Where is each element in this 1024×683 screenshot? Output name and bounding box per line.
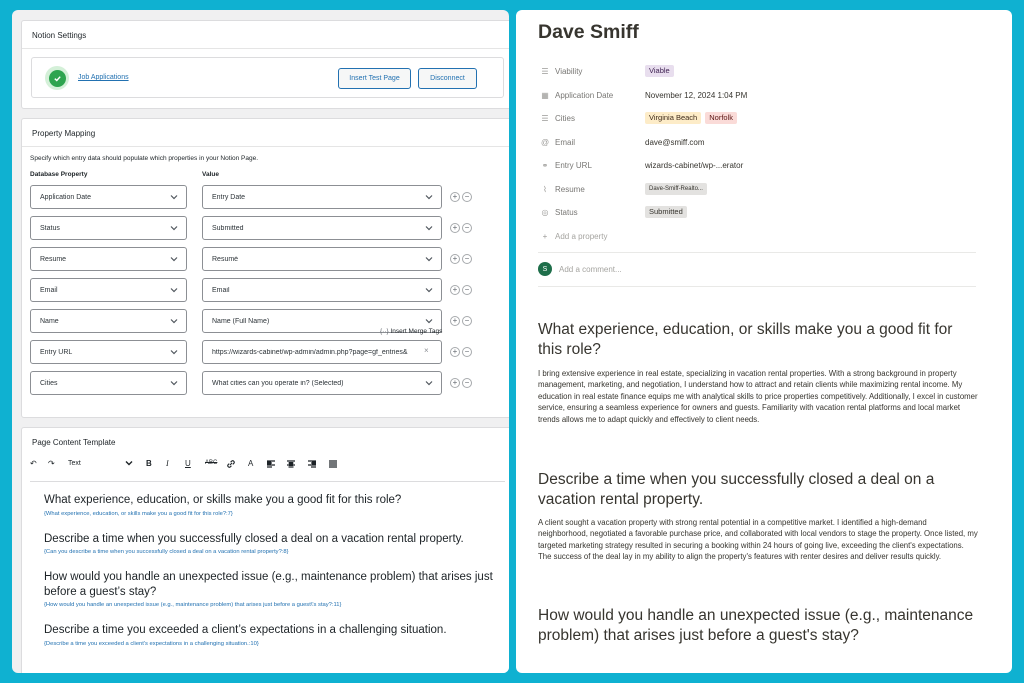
- divider: [538, 286, 976, 287]
- select-value: Application Date: [40, 193, 91, 201]
- select-value: Submitted: [212, 224, 244, 232]
- template-editor[interactable]: [30, 481, 505, 656]
- align-left-icon[interactable]: [266, 459, 276, 471]
- wp-admin-panel: [12, 10, 509, 673]
- add-row-icon[interactable]: +: [450, 285, 460, 295]
- add-row-icon[interactable]: +: [450, 223, 460, 233]
- section-heading: What experience, education, or skills make you a good fit for this role?: [538, 321, 953, 358]
- job-applications-link[interactable]: Job Applications: [78, 74, 129, 81]
- property-mapping-description: Specify which entry data should populate which properties in your Notion Page.: [30, 155, 258, 162]
- notion-page-panel: [516, 10, 1012, 673]
- property-viability[interactable]: [540, 63, 582, 79]
- city-chip: Virginia Beach: [645, 112, 701, 124]
- viability-value[interactable]: [645, 64, 674, 78]
- underline-icon[interactable]: U: [185, 459, 191, 468]
- clear-icon[interactable]: ×: [424, 346, 429, 355]
- row-controls: [450, 192, 472, 202]
- page-title: Dave Smiff: [538, 21, 639, 43]
- remove-row-icon[interactable]: −: [462, 378, 472, 388]
- file-chip: Dave-Smiff-Realto...: [645, 183, 707, 195]
- viable-chip: Viable: [645, 65, 674, 77]
- format-select[interactable]: Text: [68, 460, 81, 467]
- template-question: How would you handle an unexpected issue (e.g., maintenance problem) that arises just before a guest’s stay?: [44, 571, 493, 598]
- row-controls: [450, 223, 472, 233]
- avatar: S: [538, 262, 552, 276]
- select-value: Status: [40, 224, 60, 232]
- comment-input[interactable]: Add a comment...: [559, 265, 622, 274]
- merge-tag: {What experience, education, or skills make you a good fit for this role?:7}: [44, 511, 233, 517]
- chevron-down-icon: [169, 254, 179, 264]
- remove-row-icon[interactable]: −: [462, 223, 472, 233]
- value-select[interactable]: [202, 247, 442, 271]
- database-property-select[interactable]: [30, 278, 187, 302]
- select-value: Resumé: [212, 255, 239, 263]
- select-value: Resume: [40, 255, 67, 263]
- divider: [538, 252, 976, 253]
- status-value[interactable]: [645, 205, 687, 219]
- add-property-label: Add a property: [555, 231, 608, 241]
- chevron-down-icon: [169, 223, 179, 233]
- row-controls: [450, 254, 472, 264]
- row-controls: [450, 285, 472, 295]
- value-input[interactable]: [202, 340, 442, 364]
- property-cities[interactable]: [540, 110, 575, 126]
- select-value: Email: [40, 286, 58, 294]
- list-icon: ☰: [541, 113, 549, 123]
- merge-tag: {How would you handle an unexpected issue (e.g., maintenance problem) that arises just before a guest\'s stay?:11}: [44, 602, 342, 608]
- template-question: Describe a time when you successfully closed a deal on a vacation rental property.: [44, 533, 464, 545]
- property-label: Cities: [555, 113, 576, 123]
- at-icon: @: [540, 137, 550, 147]
- merge-tag: {Can you describe a time when you successfully closed a deal on a vacation rental property?:8}: [44, 549, 289, 555]
- link-icon[interactable]: [226, 459, 236, 471]
- select-value: Name: [40, 317, 59, 325]
- property-mapping-title: Property Mapping: [22, 119, 509, 147]
- insert-test-page-button[interactable]: Insert Test Page: [338, 68, 411, 89]
- property-label: Entry URL: [555, 160, 592, 170]
- bold-icon[interactable]: B: [146, 459, 152, 468]
- database-property-select[interactable]: [30, 340, 187, 364]
- remove-row-icon[interactable]: −: [462, 347, 472, 357]
- property-label: Viability: [555, 66, 583, 76]
- property-application-date[interactable]: [540, 87, 613, 103]
- strikethrough-icon[interactable]: ABC: [205, 460, 218, 466]
- chevron-down-icon: [424, 378, 434, 388]
- chevron-down-icon: [169, 316, 179, 326]
- notion-connection-box: [31, 57, 504, 98]
- chevron-down-icon: [169, 192, 179, 202]
- entry-url-value[interactable]: wizards-cabinet/wp-...erator: [645, 160, 744, 170]
- template-question: Describe a time you exceeded a client’s expectations in a challenging situation.: [44, 624, 447, 636]
- merge-tags-icon: {··}: [380, 328, 389, 335]
- plus-icon: +: [542, 231, 548, 241]
- text-color-icon[interactable]: A: [248, 459, 254, 468]
- editor-toolbar: [22, 455, 509, 475]
- remove-row-icon[interactable]: −: [462, 316, 472, 326]
- remove-row-icon[interactable]: −: [462, 254, 472, 264]
- template-question: What experience, education, or skills make you a good fit for this role?: [44, 494, 402, 506]
- add-property-button[interactable]: [540, 228, 607, 244]
- add-row-icon[interactable]: +: [450, 316, 460, 326]
- chevron-down-icon: [424, 285, 434, 295]
- status-chip: Submitted: [645, 206, 687, 218]
- property-label: Resume: [555, 184, 585, 194]
- select-value: Entry Date: [212, 193, 246, 201]
- insert-merge-tags-button[interactable]: [380, 328, 442, 335]
- property-entry-url[interactable]: [540, 157, 592, 173]
- notion-settings-title: Notion Settings: [22, 21, 509, 49]
- resume-value[interactable]: [645, 182, 707, 196]
- calendar-icon: ▦: [541, 90, 549, 100]
- add-row-icon[interactable]: +: [450, 254, 460, 264]
- value-select[interactable]: [202, 371, 442, 395]
- chevron-down-icon: [424, 254, 434, 264]
- add-row-icon[interactable]: +: [450, 378, 460, 388]
- chevron-down-icon: [424, 223, 434, 233]
- align-right-icon[interactable]: [307, 459, 317, 471]
- select-value: Cities: [40, 379, 58, 387]
- property-mapping-card: [21, 118, 509, 418]
- value-select[interactable]: [202, 278, 442, 302]
- property-status[interactable]: [540, 204, 578, 220]
- paperclip-icon: ⌇: [543, 184, 547, 194]
- application-date-value[interactable]: November 12, 2024 1:04 PM: [645, 90, 748, 100]
- remove-row-icon[interactable]: −: [462, 192, 472, 202]
- page-content-template-card: [21, 427, 509, 673]
- disconnect-button[interactable]: Disconnect: [418, 68, 477, 89]
- chevron-down-icon: [424, 316, 434, 326]
- property-label: Email: [555, 137, 576, 147]
- undo-icon[interactable]: ↶: [30, 459, 37, 468]
- section-body: A client sought a vacation property with strong rental potential in a competitive market. I identified a high-demand neighborhood, negotiated a favorable purchase price, and collaborated with local vendors to stage the property. Once listed, my targeted marketing strategy resulted in securing a booking within 24 hours of going live, exceeding the client's expectations. The success of the deal lay in my ability to align the property's features with renter desires and deliver results quickly.: [538, 518, 978, 562]
- select-value: https://wizards-cabinet/wp-admin/admin.php?page=gf_entries&: [212, 348, 408, 356]
- database-property-select[interactable]: [30, 247, 187, 271]
- chevron-down-icon: [169, 285, 179, 295]
- property-email[interactable]: [540, 134, 575, 150]
- chevron-down-icon: [169, 378, 179, 388]
- merge-tags-label: Insert Merge Tags: [390, 328, 443, 335]
- email-value[interactable]: dave@smiff.com: [645, 137, 705, 147]
- value-header: Value: [202, 171, 219, 178]
- chevron-down-icon: [169, 347, 179, 357]
- row-controls: [450, 378, 472, 388]
- remove-row-icon[interactable]: −: [462, 285, 472, 295]
- cities-value[interactable]: [645, 111, 737, 125]
- status-icon: ◎: [541, 207, 549, 217]
- link-icon: ⚭: [541, 160, 549, 170]
- section-heading: Describe a time when you successfully closed a deal on a vacation rental property.: [538, 471, 935, 508]
- align-justify-icon[interactable]: [328, 459, 338, 471]
- merge-tag: {Describe a time you exceeded a client's expectations in a challenging situation.:10}: [44, 641, 259, 647]
- database-property-header: Database Property: [30, 171, 88, 178]
- select-value: Email: [212, 286, 230, 294]
- check-circle-icon: [45, 66, 69, 90]
- list-icon: ☰: [541, 66, 549, 76]
- row-controls: [450, 347, 472, 357]
- select-value: Entry URL: [40, 348, 73, 356]
- city-chip: Norfolk: [705, 112, 737, 124]
- database-property-select[interactable]: [30, 371, 187, 395]
- property-label: Status: [555, 207, 578, 217]
- select-value: What cities can you operate in? (Selected): [212, 379, 344, 387]
- chevron-down-icon: [424, 192, 434, 202]
- database-property-select[interactable]: [30, 216, 187, 240]
- align-center-icon[interactable]: [286, 459, 296, 471]
- database-property-select[interactable]: [30, 185, 187, 209]
- notion-settings-card: [21, 20, 509, 109]
- section-heading: How would you handle an unexpected issue (e.g., maintenance problem) that arises just before a guest's stay?: [538, 607, 974, 644]
- redo-icon[interactable]: ↷: [48, 459, 55, 468]
- chevron-down-icon[interactable]: [124, 458, 134, 470]
- property-resume[interactable]: [540, 181, 585, 197]
- section-body: I bring extensive experience in real estate, specializing in vacation rental properties. With a strong background in property management, marketing, and negotiation, I understand how to attract and retain clients while maximizing rental income. My education in real estate finance equips me with analytical skills to price properties competitively. Additionally, I excel in customer service, ensuring a seamless experience for owners and guests. Familiarity with vacation rental platforms and local market trends allows me to adapt quickly and effectively to client needs.: [538, 369, 978, 424]
- row-controls: [450, 316, 472, 326]
- add-row-icon[interactable]: +: [450, 192, 460, 202]
- value-select[interactable]: [202, 216, 442, 240]
- italic-icon[interactable]: I: [166, 459, 169, 468]
- value-select[interactable]: [202, 185, 442, 209]
- database-property-select[interactable]: [30, 309, 187, 333]
- select-value: Name (Full Name): [212, 317, 270, 325]
- property-label: Application Date: [555, 90, 614, 100]
- template-title: Page Content Template: [32, 438, 116, 447]
- add-row-icon[interactable]: +: [450, 347, 460, 357]
